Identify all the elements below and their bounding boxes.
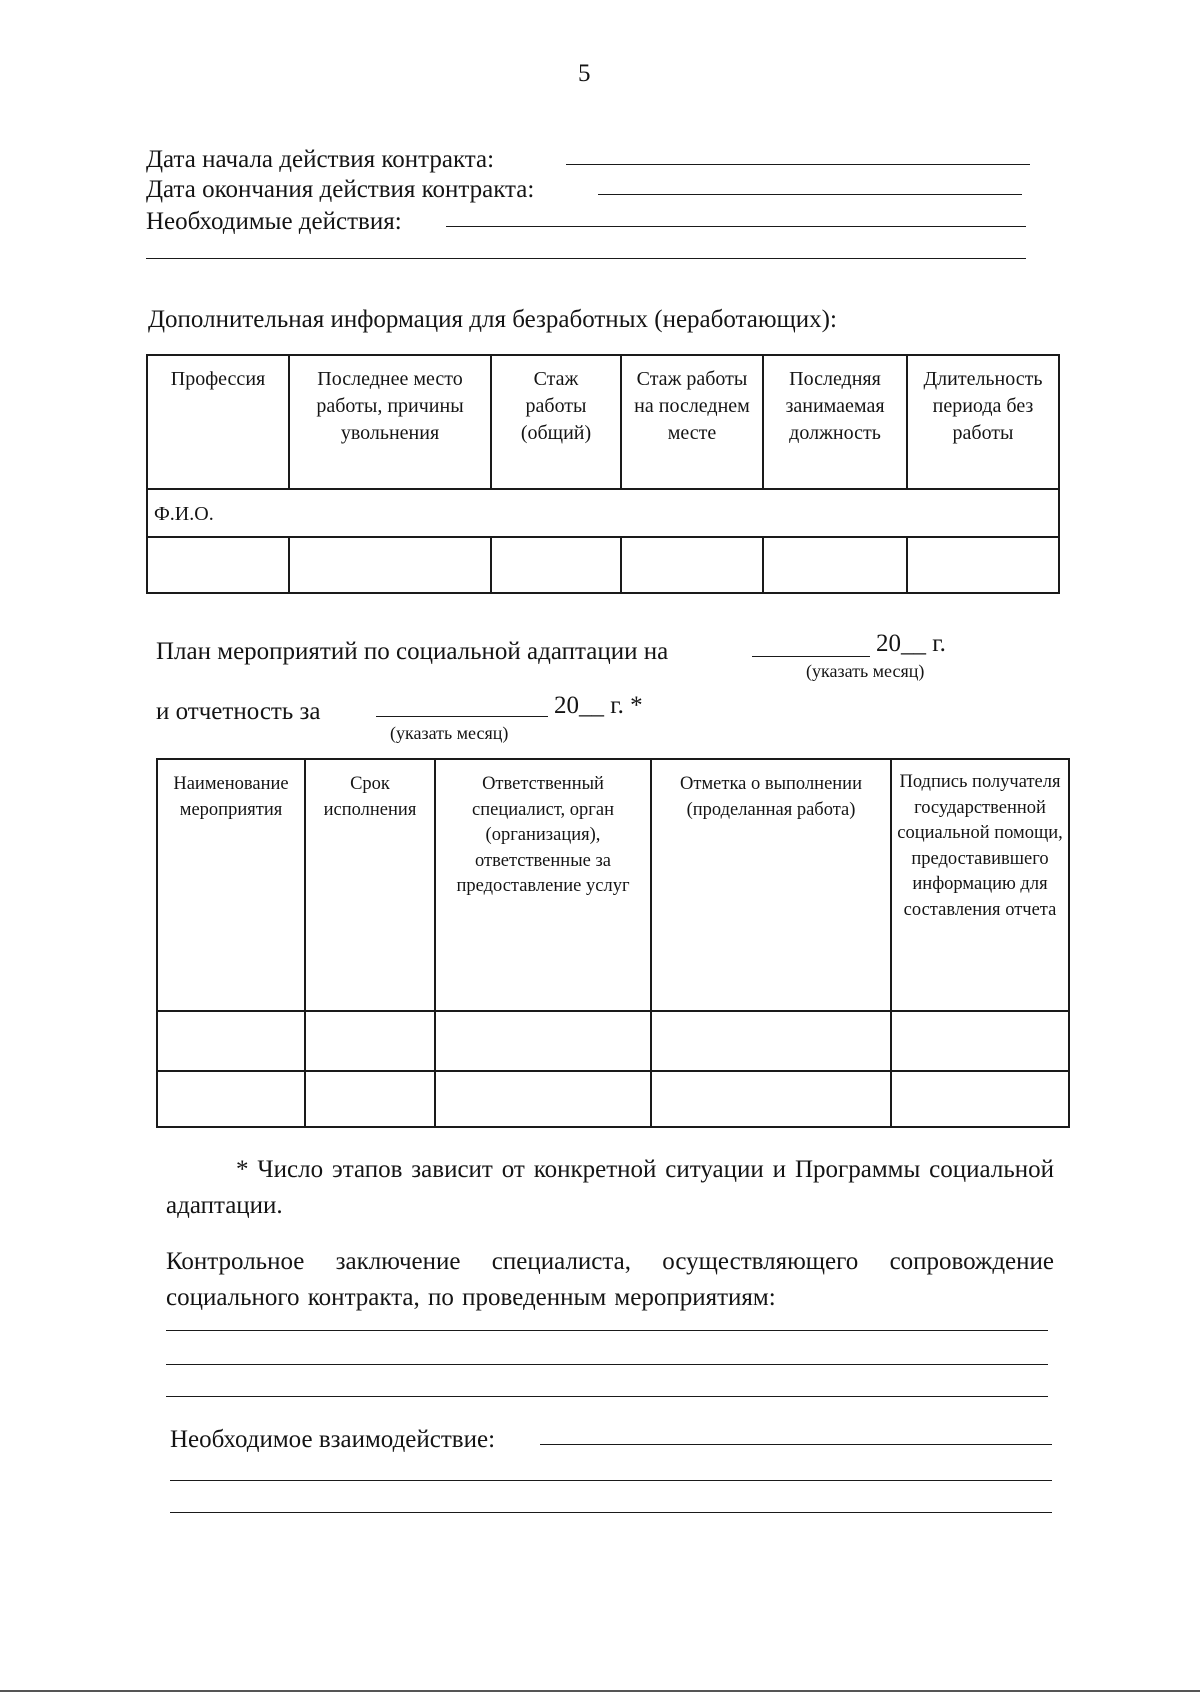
contract-start-label: Дата начала действия контракта: xyxy=(146,146,495,173)
col-completion-mark: Отметка о выполнении (проделанная работа) xyxy=(651,759,891,1011)
contract-end-label: Дата окончания действия контракта: xyxy=(146,176,535,203)
table-cell[interactable] xyxy=(305,1071,435,1127)
table-cell[interactable] xyxy=(157,1011,305,1071)
plan-table xyxy=(156,758,1070,1128)
col-signature: Подпись получателя государственной социальной помощи, предоставившего информацию для составления отчета xyxy=(891,759,1069,1011)
conclusion-line-1[interactable] xyxy=(166,1330,1048,1331)
fio-row xyxy=(147,489,1059,537)
report-year: 20__ г. * xyxy=(554,692,643,719)
table-cell[interactable] xyxy=(651,1071,891,1127)
interaction-line-2[interactable] xyxy=(170,1480,1052,1481)
plan-year: 20__ г. xyxy=(876,630,946,657)
fio-label: Ф.И.О. xyxy=(154,503,214,525)
plan-month-field[interactable] xyxy=(752,656,870,657)
scan-edge xyxy=(0,1690,1200,1692)
table-cell[interactable] xyxy=(907,537,1059,593)
conclusion-line-3[interactable] xyxy=(166,1396,1048,1397)
page-number: 5 xyxy=(578,60,591,87)
report-month-field[interactable] xyxy=(376,716,548,717)
col-unemployed-period: Длительность периода без работы xyxy=(907,355,1059,489)
table-cell[interactable] xyxy=(289,537,491,593)
unemployed-table xyxy=(146,354,1060,594)
table-cell[interactable] xyxy=(435,1011,651,1071)
report-text: и отчетность за xyxy=(156,698,321,725)
interaction-field[interactable] xyxy=(540,1444,1052,1445)
table-cell[interactable] xyxy=(651,1011,891,1071)
actions-field-line-2[interactable] xyxy=(146,258,1026,259)
col-deadline: Срок исполнения xyxy=(305,759,435,1011)
actions-field[interactable] xyxy=(446,226,1026,227)
plan-month-hint: (указать месяц) xyxy=(806,661,925,681)
report-month-hint: (указать месяц) xyxy=(390,723,509,743)
interaction-line-3[interactable] xyxy=(170,1512,1052,1513)
table-cell[interactable] xyxy=(435,1071,651,1127)
table-cell[interactable] xyxy=(157,1071,305,1127)
actions-label: Необходимые действия: xyxy=(146,208,402,235)
plan-text: План мероприятий по социальной адаптации на xyxy=(156,638,669,665)
table-cell[interactable] xyxy=(891,1011,1069,1071)
col-total-experience: Стаж работы (общий) xyxy=(491,355,621,489)
col-last-job: Последнее место работы, причины увольнения xyxy=(289,355,491,489)
unemployed-heading: Дополнительная информация для безработных (неработающих): xyxy=(148,306,837,333)
col-last-experience: Стаж работы на последнем месте xyxy=(621,355,763,489)
contract-end-field[interactable] xyxy=(598,194,1022,195)
table-cell[interactable] xyxy=(305,1011,435,1071)
interaction-label: Необходимое взаимодействие: xyxy=(170,1426,496,1453)
col-profession: Профессия xyxy=(147,355,289,489)
table-cell[interactable] xyxy=(891,1071,1069,1127)
conclusion-label: Контрольное заключение специалиста, осуществляющего сопровождение социального контракта, по проведенным мероприятиям: xyxy=(166,1248,1054,1311)
contract-start-field[interactable] xyxy=(566,164,1030,165)
table-cell[interactable] xyxy=(621,537,763,593)
col-activity-name: Наименование мероприятия xyxy=(157,759,305,1011)
footnote: * Число этапов зависит от конкретной ситуации и Программы социальной адаптации. xyxy=(166,1156,1054,1219)
col-last-position: Последняя занимаемая должность xyxy=(763,355,907,489)
table-cell[interactable] xyxy=(763,537,907,593)
col-responsible: Ответственный специалист, орган (организация), ответственные за предоставление услуг xyxy=(435,759,651,1011)
table-cell[interactable] xyxy=(147,537,289,593)
conclusion-line-2[interactable] xyxy=(166,1364,1048,1365)
table-cell[interactable] xyxy=(491,537,621,593)
